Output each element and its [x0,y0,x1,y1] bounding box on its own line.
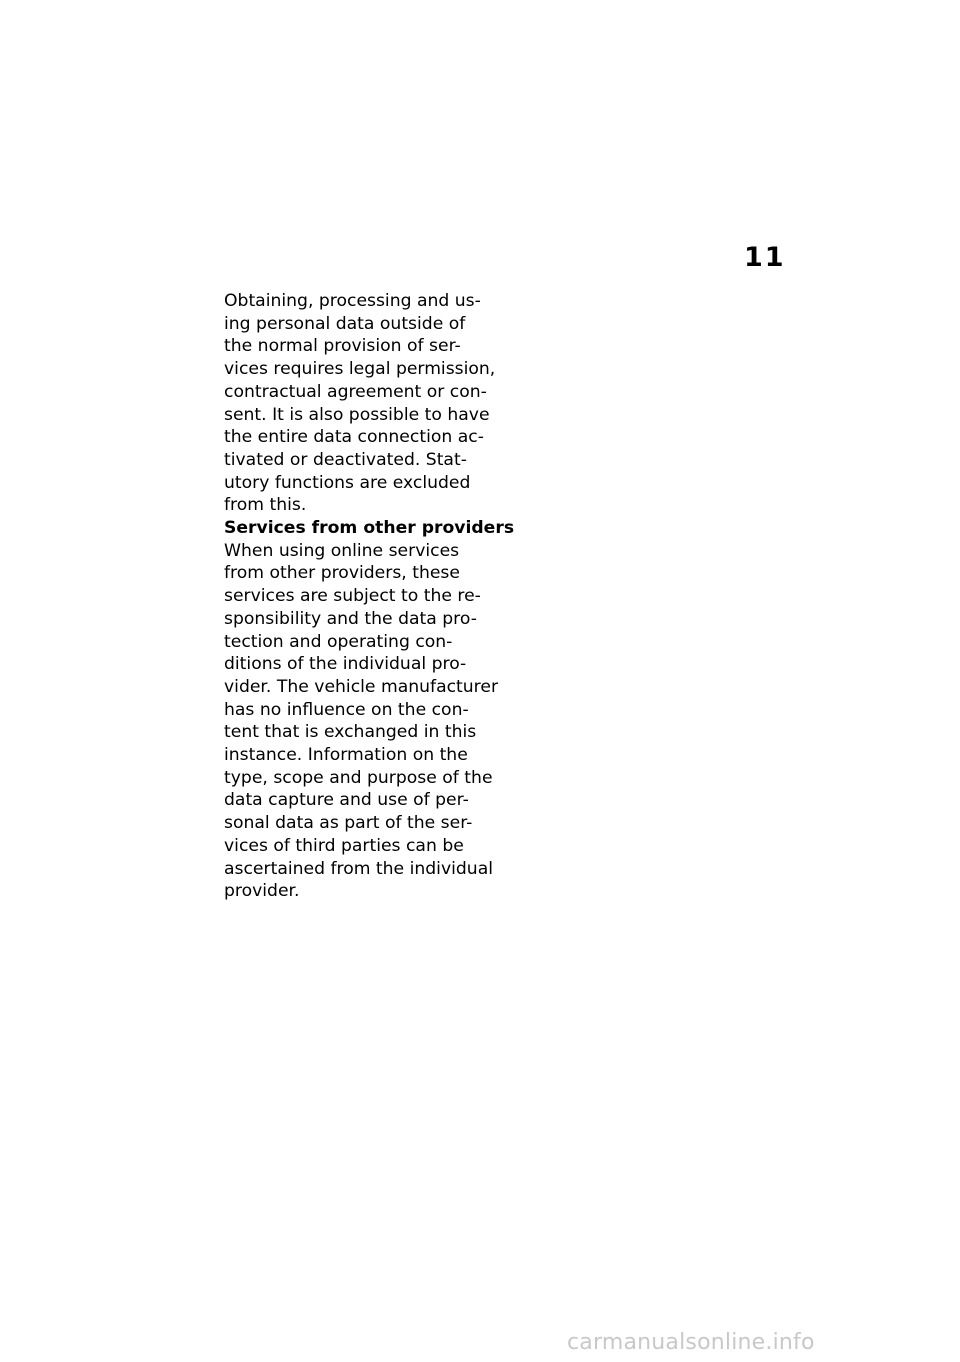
paragraph-line: ing personal data outside of [224,313,466,334]
paragraph-line: type, scope and purpose of the [224,767,493,788]
text-column [224,290,514,903]
paragraph-line: contractual agreement or con- [224,381,487,402]
watermark-text: carmanualsonline.info [567,1330,815,1355]
page-number: 11 [744,242,786,273]
paragraph-line: provider. [224,881,300,902]
paragraph-line: utory functions are excluded [224,472,471,493]
paragraph-line: from this. [224,495,307,516]
paragraph-line: vider. The vehicle manufacturer [224,676,499,697]
paragraph-line: ascertained from the individual [224,858,494,879]
paragraph-line: vices requires legal permission, [224,359,496,380]
intro-paragraph [224,290,514,517]
paragraph-line: When using online services [224,540,460,561]
paragraph-line: Obtaining, processing and us- [224,291,481,311]
section-heading: Services from other providers [224,518,515,539]
paragraph-line: the entire data connection ac- [224,427,484,448]
paragraph-line: ditions of the individual pro- [224,654,467,675]
paragraph-line: tection and operating con- [224,631,453,652]
paragraph-line: sonal data as part of the ser- [224,813,473,834]
section-paragraph [224,540,514,903]
paragraph-line: services are subject to the re- [224,586,481,607]
paragraph-line: data capture and use of per- [224,790,469,811]
paragraph-line: instance. Information on the [224,745,468,766]
paragraph-line: the normal provision of ser- [224,336,461,357]
paragraph-line: from other providers, these [224,563,460,584]
paragraph-line: sponsibility and the data pro- [224,608,477,629]
paragraph-line: tent that is exchanged in this [224,722,477,743]
paragraph-line: sent. It is also possible to have [224,404,490,425]
paragraph-line: tivated or deactivated. Stat- [224,449,467,470]
paragraph-line: has no influence on the con- [224,699,469,720]
paragraph-line: vices of third parties can be [224,835,464,856]
